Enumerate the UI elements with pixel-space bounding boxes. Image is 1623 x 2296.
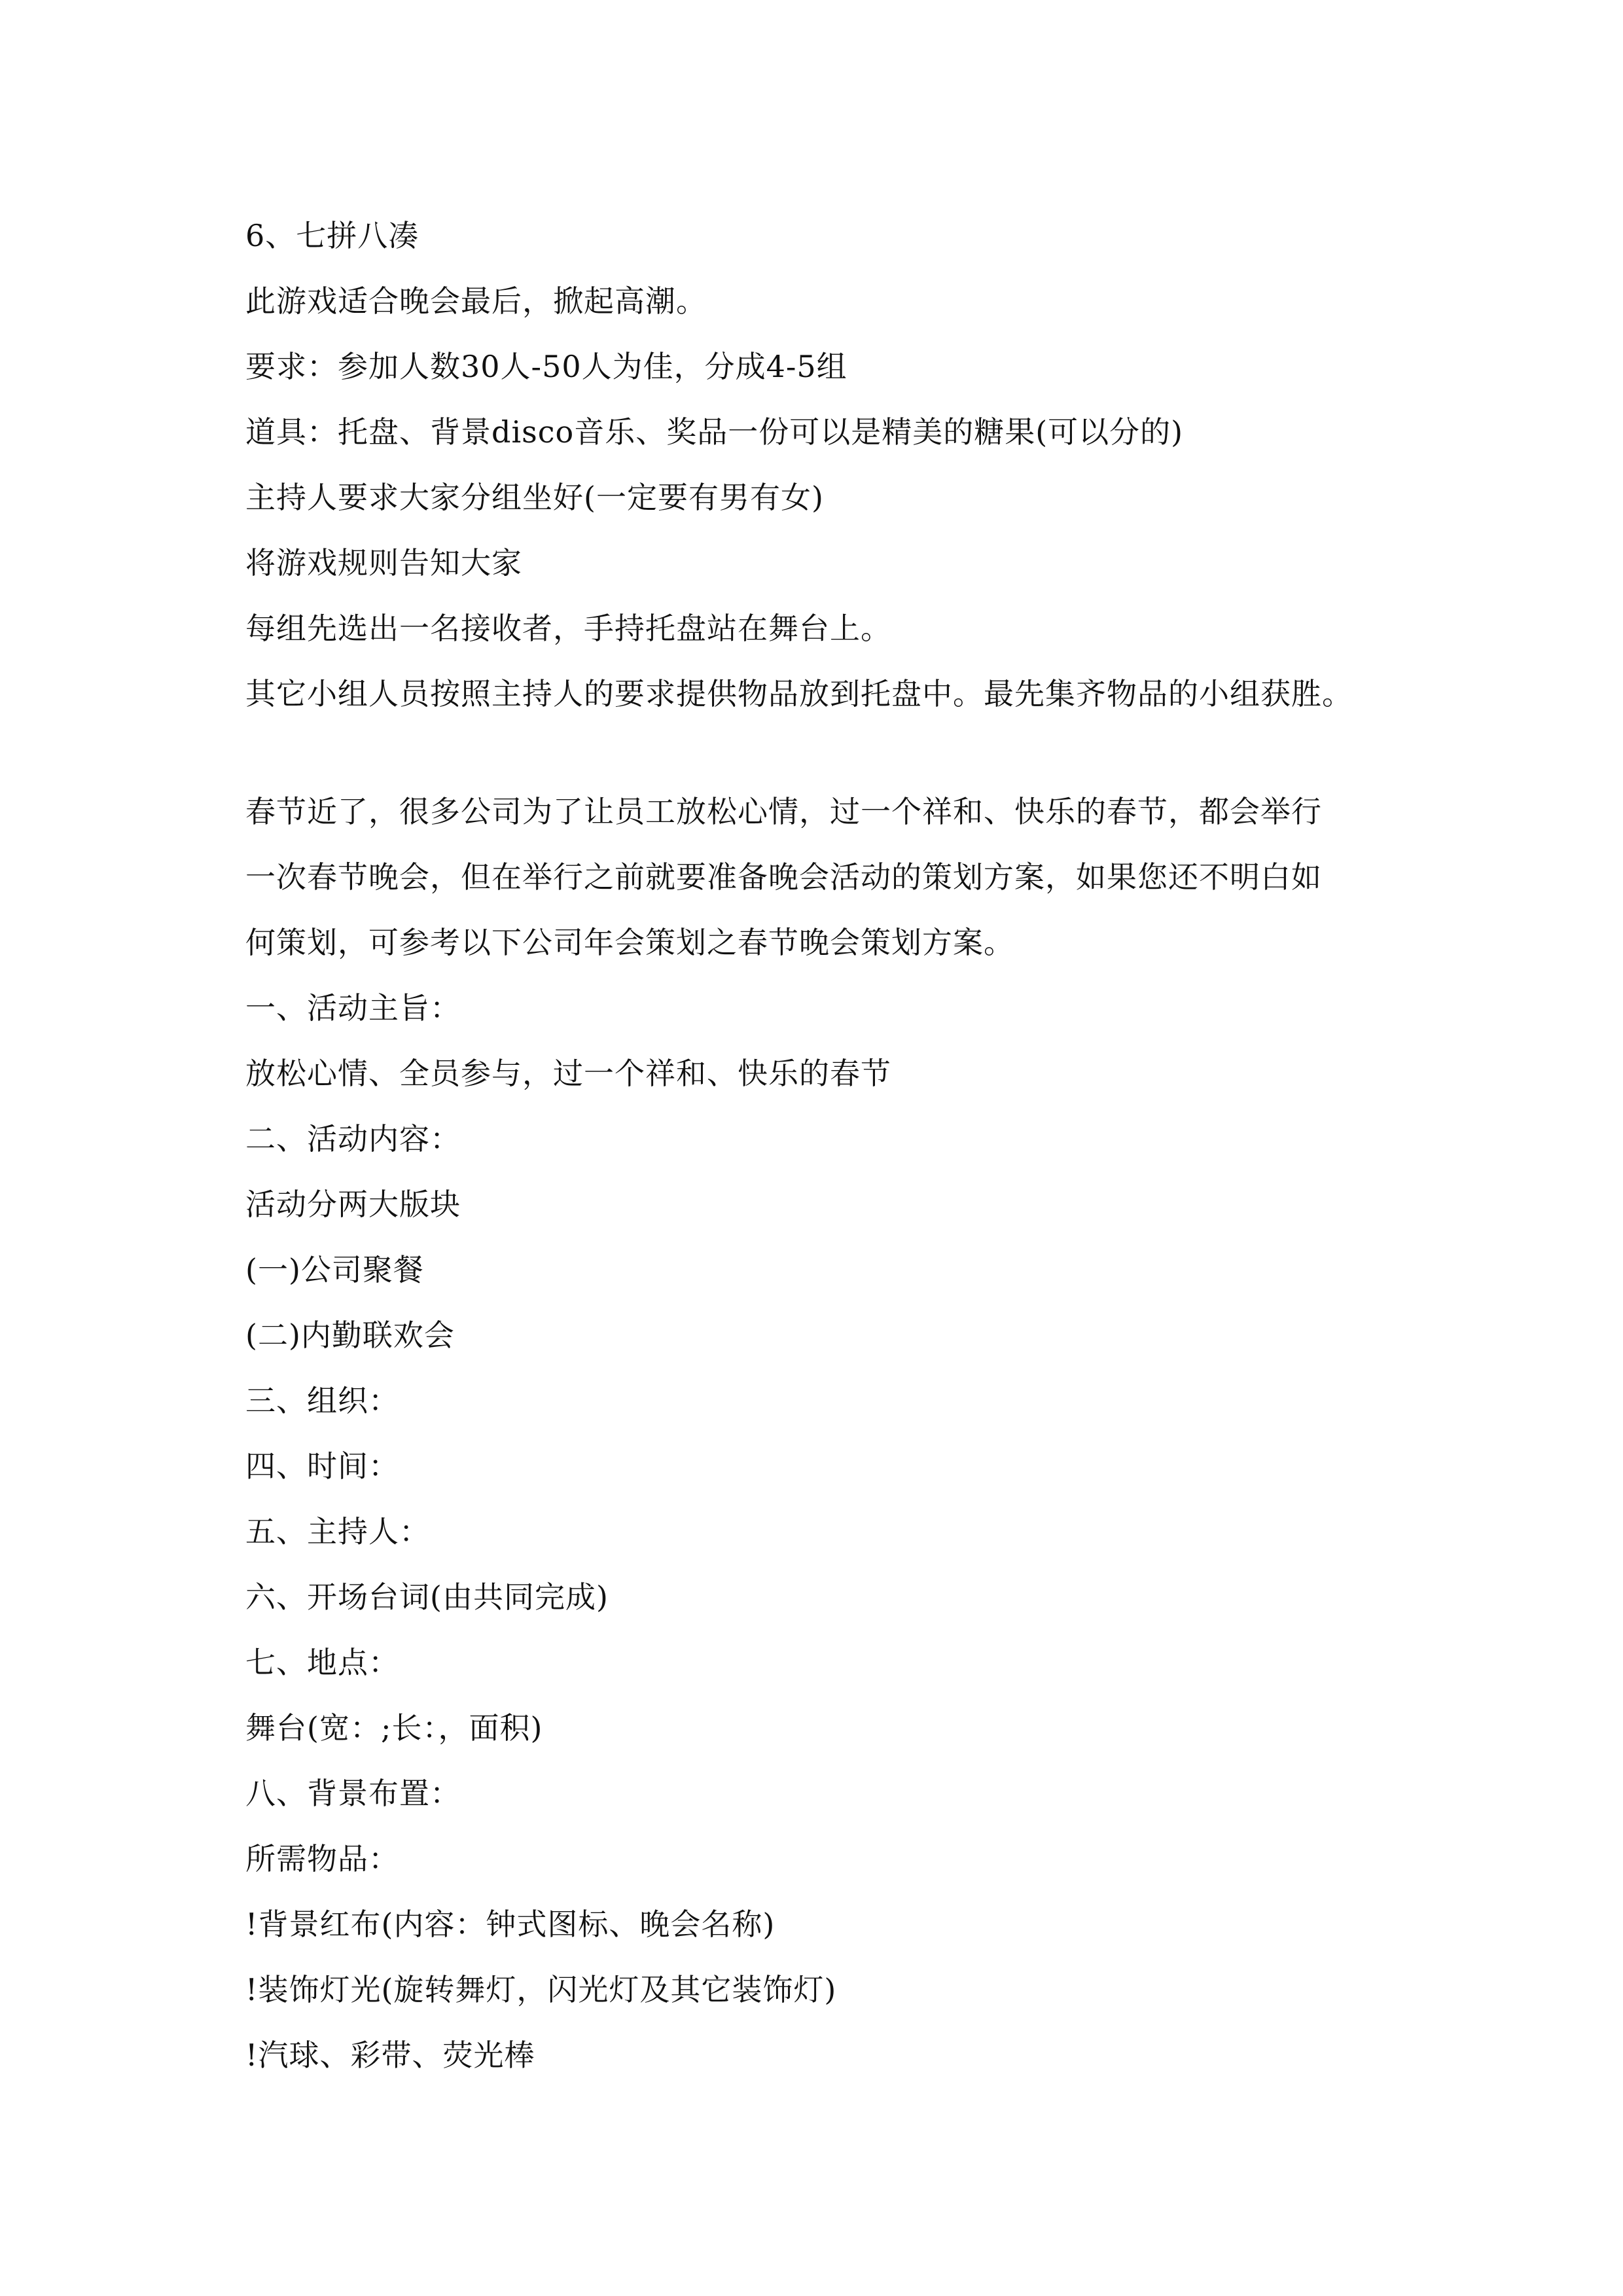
game-step-rules: 将游戏规则告知大家	[245, 545, 522, 581]
game-title: 6、七拼八凑	[245, 218, 419, 253]
game-requirements: 要求：参加人数30人-50人为佳，分成4-5组	[245, 349, 847, 384]
items-needed-label: 所需物品：	[245, 1841, 399, 1876]
heading-content: 二、活动内容：	[245, 1121, 461, 1157]
game-section	[245, 203, 1397, 726]
content-item-party: (二)内勤联欢会	[245, 1318, 455, 1353]
document-body	[245, 203, 1397, 2088]
purpose-text: 放松心情、全员参与，过一个祥和、快乐的春节	[245, 1056, 891, 1091]
section-spacer	[245, 726, 1397, 779]
game-description: 此游戏适合晚会最后，掀起高潮。	[245, 283, 707, 319]
game-step-receiver: 每组先选出一名接收者，手持托盘站在舞台上。	[245, 611, 891, 646]
plan-intro-paragraph	[245, 779, 1384, 975]
game-props: 道具：托盘、背景disco音乐、奖品一份可以是精美的糖果(可以分的)	[245, 414, 1184, 450]
game-step-collect: 其它小组人员按照主持人的要求提供物品放到托盘中。最先集齐物品的小组获胜。	[245, 676, 1353, 711]
plan-intro-line: 何策划，可参考以下公司年会策划之春节晚会策划方案。	[245, 925, 1014, 960]
item-lights: !装饰灯光(旋转舞灯，闪光灯及其它装饰灯)	[245, 1972, 837, 2007]
heading-purpose: 一、活动主旨：	[245, 990, 461, 1026]
plan-section	[245, 779, 1397, 2088]
heading-opening-speech: 六、开场台词(由共同完成)	[245, 1579, 609, 1615]
plan-intro-line: 春节近了，很多公司为了让员工放松心情，过一个祥和、快乐的春节，都会举行	[245, 794, 1322, 829]
content-text: 活动分两大版块	[245, 1187, 461, 1222]
heading-background: 八、背景布置：	[245, 1776, 461, 1811]
heading-time: 四、时间：	[245, 1448, 399, 1484]
location-stage-text: 舞台(宽：;长：，面积)	[245, 1710, 543, 1746]
plan-intro-line: 一次春节晚会，但在举行之前就要准备晚会活动的策划方案，如果您还不明白如	[245, 859, 1322, 895]
heading-location: 七、地点：	[245, 1645, 399, 1680]
item-balloons: !汽球、彩带、荧光棒	[245, 2037, 535, 2073]
heading-organization: 三、组织：	[245, 1383, 399, 1418]
game-step-grouping: 主持人要求大家分组坐好(一定要有男有女)	[245, 480, 824, 515]
item-red-cloth: !背景红布(内容：钟式图标、晚会名称)	[245, 1907, 776, 1942]
content-item-dinner: (一)公司聚餐	[245, 1252, 424, 1287]
heading-host: 五、主持人：	[245, 1514, 430, 1549]
